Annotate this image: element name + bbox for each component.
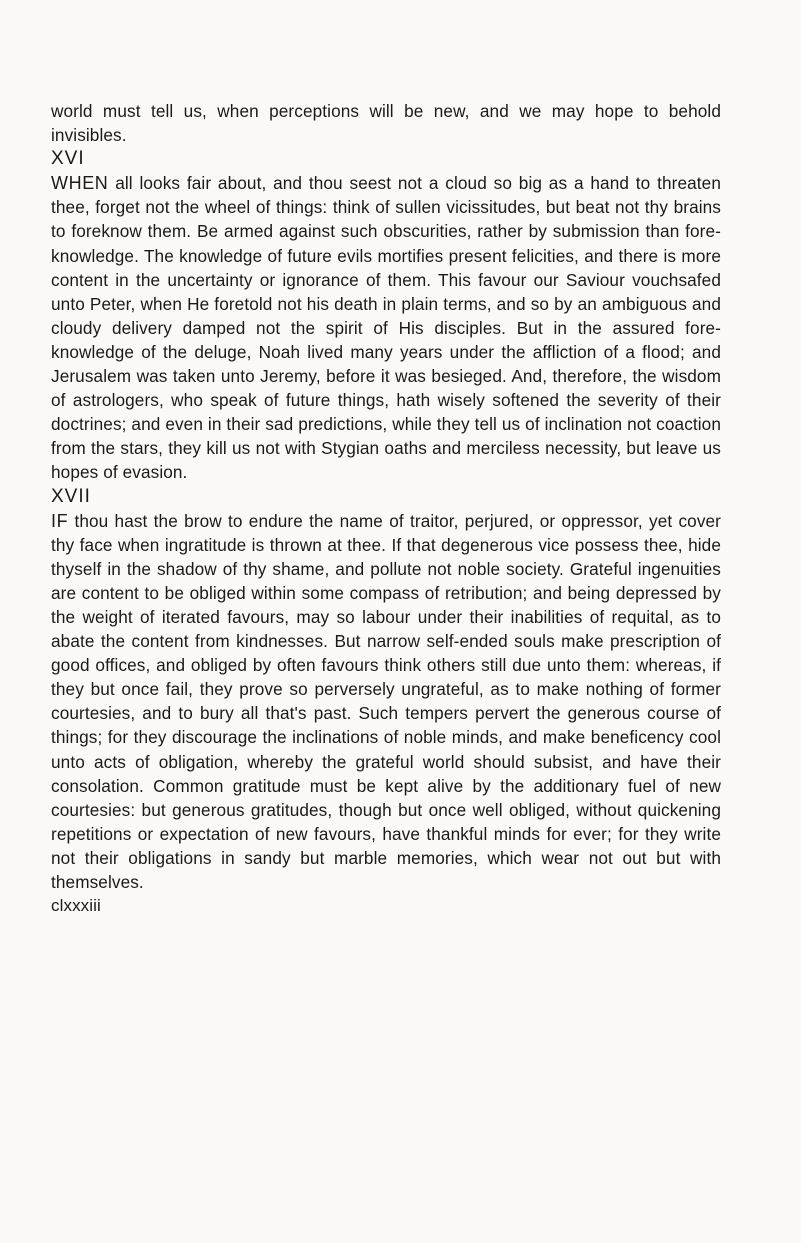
section-number-17: XVII — [51, 485, 91, 507]
text-block — [51, 99, 721, 918]
section-17-lead-word: IF — [51, 510, 69, 531]
intro-paragraph: world must tell us, when perceptions will be new, and we may hope to behold invisibles. — [51, 101, 721, 146]
section-number-16: XVI — [51, 148, 85, 170]
section-17-paragraph — [51, 509, 721, 895]
page-folio: clxxxiii — [51, 896, 101, 916]
section-16-paragraph — [51, 171, 721, 484]
section-16-text: all looks fair about, and thou seest not a cloud so big as a hand to threaten thee, forget not the wheel of things: think of sullen vicissitudes, but beat not thy brains to foreknow them. Be armed against such obscurities, rather by submission than fore-knowledge. The knowledge of future evils mortifies present felicities, and there is more content in the uncertainty or ignorance of them. This favour our Saviour vouchsafed unto Peter, when He foretold not his death in plain terms, and so by an ambiguous and cloudy delivery damped not the spirit of His disciples. But in the assured fore-knowledge of the deluge, Noah lived many years under the affliction of a flood; and Jerusalem was taken unto Jeremy, before it was besieged. And, therefore, the wisdom of astrologers, who speak of future things, hath wisely softened the severity of their doctrines; and even in their sad predictions, while they tell us of inclination not coaction from the stars, they kill us not with Stygian oaths and merciless necessity, but leave us hopes of evasion. — [51, 173, 721, 483]
section-17-text: thou hast the brow to endure the name of traitor, perjured, or oppressor, yet cover thy face when ingratitude is thrown at thee. If that degenerous vice possess thee, hide thyself in the shadow of thy shame, and pollute not noble society. Grateful ingenuities are content to be obliged within some compass of retribution; and being depressed by the weight of iterated favours, may so labour under their inabilities of requital, as to abate the content from kindnesses. But narrow self-ended souls make prescription of good offices, and obliged by often favours think others still due unto them: whereas, if they but once fail, they prove so perversely ungrateful, as to make nothing of former courtesies, and to bury all that's past. Such tempers pervert the generous course of things; for they discourage the inclinations of noble minds, and make beneficency cool unto acts of obligation, whereby the grateful world should subsist, and have their consolation. Common gratitude must be kept alive by the additionary fuel of new courtesies: but generous gratitudes, though but once well obliged, without quickening repetitions or expectation of new favours, have thankful minds for ever; for they write not their obligations in sandy but marble memories, which wear not out but with themselves. — [51, 510, 721, 892]
section-16-lead-word: WHEN — [51, 173, 109, 194]
